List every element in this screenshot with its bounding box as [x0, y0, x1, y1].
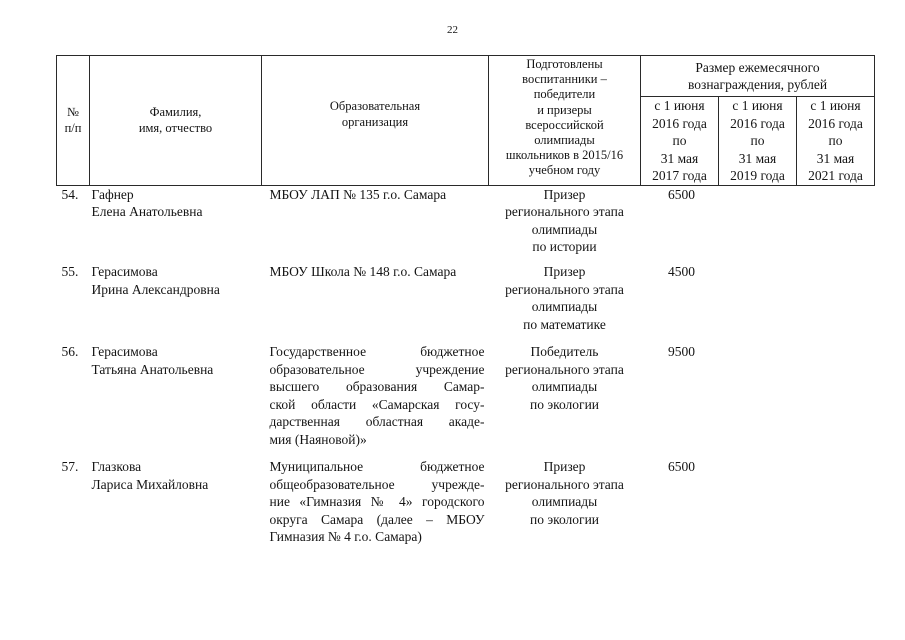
page-number: 22 — [447, 24, 458, 36]
table-header — [57, 56, 875, 186]
table-row — [57, 185, 875, 263]
row-org: Государственное бюджетное образовательное учреждение высшего образования Самар- ской области «Самарская госу- дарственная областная акаде- мия (Наяновой)» — [269, 344, 485, 447]
header-org: Образовательная организация — [262, 56, 489, 186]
row-amount-2021 — [797, 343, 875, 458]
row-amount-2021 — [797, 185, 875, 263]
header-period-2021: с 1 июня 2016 года по 31 мая 2021 года — [797, 97, 875, 186]
row-amount: 4500 — [668, 264, 695, 279]
row-amount-2021 — [797, 458, 875, 550]
header-amount-group: Размер ежемесячного вознаграждения, рублей — [641, 56, 875, 97]
row-amount-2019 — [719, 343, 797, 458]
row-achievement: Победитель регионального этапа олимпиады по экологии — [505, 344, 624, 412]
row-amount: 6500 — [668, 459, 695, 474]
header-period-2017: с 1 июня 2016 года по 31 мая 2017 года — [641, 97, 719, 186]
row-amount: 9500 — [668, 344, 695, 359]
row-amount-2019 — [719, 458, 797, 550]
row-org: МБОУ ЛАП № 135 г.о. Самара — [269, 186, 447, 202]
row-name: Глазкова Лариса Михайловна — [91, 459, 209, 492]
row-achievement: Призер регионального этапа олимпиады по экологии — [505, 459, 624, 527]
awards-table — [56, 55, 875, 550]
row-org: Муниципальное бюджетное общеобразовательное учрежде- ние «Гимназия № 4» городского округа Самара (далее – МБОУ Гимназия № 4 г.о. Самара) — [269, 459, 485, 544]
row-org: МБОУ Школа № 148 г.о. Самара — [269, 264, 457, 279]
row-amount-2021 — [797, 263, 875, 343]
table-row — [57, 458, 875, 550]
row-name: Герасимова Татьяна Анатольевна — [91, 344, 214, 377]
table-row — [57, 263, 875, 343]
row-number: 57. — [61, 459, 79, 474]
row-number: 55. — [61, 264, 79, 279]
header-name: Фамилия, имя, отчество — [90, 56, 262, 186]
header-num: № п/п — [57, 56, 90, 186]
header-period-2019: с 1 июня 2016 года по 31 мая 2019 года — [719, 97, 797, 186]
row-achievement: Призер регионального этапа олимпиады по истории — [505, 186, 624, 254]
row-amount: 6500 — [668, 186, 695, 202]
row-number: 54. — [61, 186, 79, 202]
row-amount-2019 — [719, 185, 797, 263]
row-number: 56. — [61, 344, 79, 359]
header-achievement: Подготовлены воспитанники – победители и призеры всероссийской олимпиады школьников в 2015/16 учебном году — [489, 56, 641, 186]
row-name: Гафнер Елена Анатольевна — [91, 186, 203, 219]
row-name: Герасимова Ирина Александровна — [91, 264, 220, 297]
table-row — [57, 343, 875, 458]
row-achievement: Призер регионального этапа олимпиады по математике — [505, 264, 624, 332]
row-amount-2019 — [719, 263, 797, 343]
table-body — [57, 185, 875, 550]
